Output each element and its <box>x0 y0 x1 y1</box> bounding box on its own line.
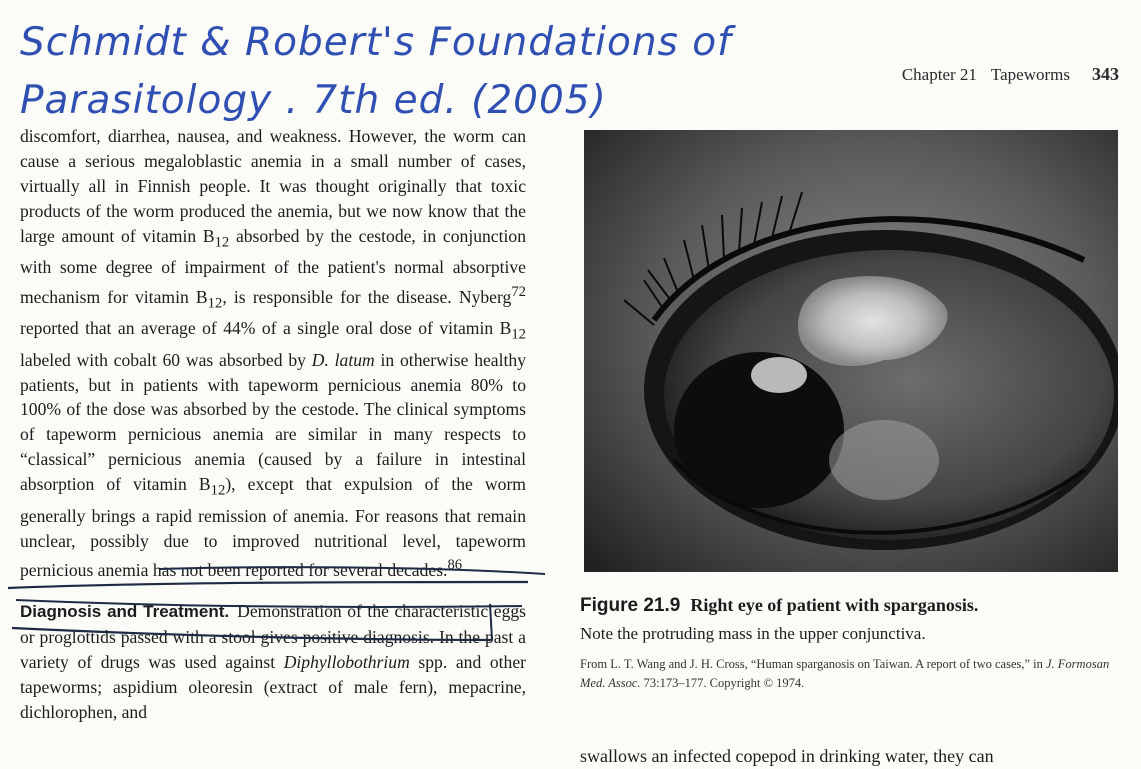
genus-name: Diphyllobothrium <box>283 652 410 672</box>
paragraph-anemia: discomfort, diarrhea, nausea, and weakness. However, the worm can cause a serious megaloblastic anemia in a small number of cases, virtually all in Finnish people. It was thought originally that toxic products of the worm produced the anemia, but we now know that the large amount of vitamin $B_{12}$ absorbed by the cestode, in conjunction with some degree of impairment of the patient's normal absorptive mechanism for vitamin $B_{12}$, is responsible for the disease. Nyberg$^{72}$ reported that an average of 44% of a single oral dose of vitamin $B_{12}$ labeled with cobalt 60 was absorbed by D. latum in otherwise healthy patients, but in patients with tapeworm pernicious anemia 80% to 100% of the dose was absorbed by the cestode. The clinical symptoms of tapeworm pernicious anemia are similar in many respects to “classical” pernicious anemia (caused by a failure in intestinal absorption of vitamin $B_{12}$), except that expulsion of the worm generally brings a rapid remission of anemia. For reasons that remain unclear, possibly due to improved nutritional level, tapeworm pernicious anemia has not been reported for several decades.$^{86}$ <box>20 126 526 581</box>
figure-note: Note the protruding mass in the upper conjunctiva. <box>580 624 926 643</box>
figure-heading: Right eye of patient with sparganosis. <box>690 595 979 615</box>
figure-label: Figure 21.9 <box>580 595 681 616</box>
reference-72: 72 <box>511 283 526 300</box>
species-name: D. latum <box>311 349 375 370</box>
chapter-number: Chapter 21 <box>901 65 977 84</box>
eye-photograph <box>584 130 1118 572</box>
right-column-continuation: swallows an infected copepod in drinking water, they can <box>580 746 994 766</box>
annotation-line-2: Parasitology . 7th ed. (2005) <box>20 78 607 123</box>
handwritten-annotation <box>20 14 840 130</box>
section-heading: Diagnosis and Treatment. <box>20 602 230 622</box>
figure-source: From L. T. Wang and J. H. Cross, “Human sparganosis on Taiwan. A report of two cases,” in J. Formosan Med. Assoc. 73:173–177. Copyright © 1974. <box>580 657 1110 690</box>
chapter-title: Tapeworms <box>990 65 1070 84</box>
page-number: 343 <box>1092 64 1119 84</box>
left-column-text <box>20 124 526 725</box>
annotation-line-1: Schmidt & Robert's Foundations of <box>20 20 732 65</box>
paragraph-diagnosis: Diagnosis and Treatment. Demonstration of the characteristic eggs or proglottids passed with a stool gives positive diagnosis. In the past a variety of drugs was used against Diphyllobothrium spp. and other tapeworms; aspidium oleoresin (extract of male fern), mepacrine, dichlorophen, and <box>20 601 527 722</box>
figure-caption <box>580 592 1120 693</box>
running-head <box>902 64 1119 85</box>
reference-86: 86 <box>447 557 463 574</box>
